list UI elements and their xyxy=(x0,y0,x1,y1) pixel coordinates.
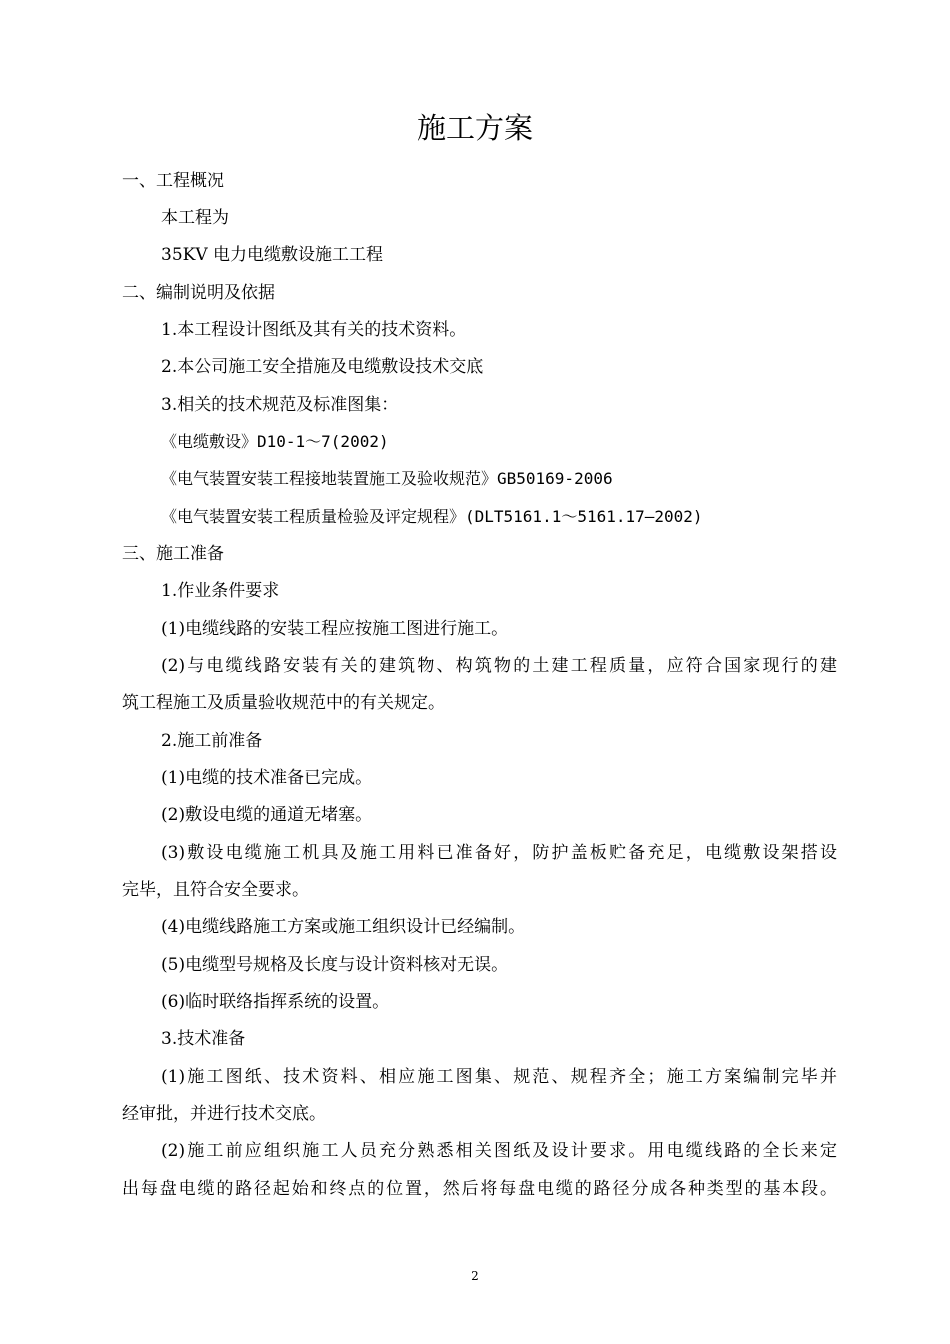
pre-construction-para-2: (2)敷设电缆的通道无堵塞。 xyxy=(161,805,373,825)
page-title: 施工方案 xyxy=(416,111,533,145)
pre-construction-para-3-line-1: (3)敷设电缆施工机具及施工用料已准备好，防护盖板贮备充足，电缆敷设架搭设 xyxy=(161,843,837,863)
pre-construction-para-4: (4)电缆线路施工方案或施工组织设计已经编制。 xyxy=(161,917,526,937)
basis-item-1: 1.本工程设计图纸及其有关的技术资料。 xyxy=(161,320,467,340)
standard-ref-3: 《电气装置安装工程质量检验及评定规程》(DLT5161.1～5161.17—2002) xyxy=(161,507,703,526)
page-number: 2 xyxy=(471,1269,479,1283)
subsection-title-conditions: 1.作业条件要求 xyxy=(161,581,280,601)
technical-para-1-line-1: (1)施工图纸、技术资料、相应施工图集、规范、规程齐全；施工方案编制完毕并 xyxy=(161,1067,837,1087)
project-intro: 本工程为 xyxy=(161,208,229,228)
conditions-para-1: (1)电缆线路的安装工程应按施工图进行施工。 xyxy=(161,619,509,639)
subsection-title-pre-construction: 2.施工前准备 xyxy=(161,731,263,751)
section-heading-basis: 二、编制说明及依据 xyxy=(122,283,275,303)
conditions-para-2-line-1: (2)与电缆线路安装有关的建筑物、构筑物的土建工程质量，应符合国家现行的建 xyxy=(161,656,837,676)
basis-item-2: 2.本公司施工安全措施及电缆敷设技术交底 xyxy=(161,357,484,377)
section-heading-overview: 一、工程概况 xyxy=(122,171,224,191)
project-name: 35KV 电力电缆敷设施工工程 xyxy=(161,245,384,265)
conditions-para-2-line-2: 筑工程施工及质量验收规范中的有关规定。 xyxy=(122,693,445,713)
pre-construction-para-6: (6)临时联络指挥系统的设置。 xyxy=(161,992,390,1012)
pre-construction-para-1: (1)电缆的技术准备已完成。 xyxy=(161,768,373,788)
technical-para-2-line-1: (2)施工前应组织施工人员充分熟悉相关图纸及设计要求。用电缆线路的全长来定 xyxy=(161,1141,837,1161)
standard-ref-1: 《电缆敷设》D10-1～7(2002) xyxy=(161,432,389,451)
pre-construction-para-5: (5)电缆型号规格及长度与设计资料核对无误。 xyxy=(161,955,509,975)
section-heading-preparation: 三、施工准备 xyxy=(122,544,224,564)
technical-para-1-line-2: 经审批，并进行技术交底。 xyxy=(122,1104,326,1124)
basis-item-3: 3.相关的技术规范及标准图集： xyxy=(161,395,399,415)
technical-para-2-line-2: 出每盘电缆的路径起始和终点的位置，然后将每盘电缆的路径分成各种类型的基本段。 xyxy=(122,1179,837,1199)
subsection-title-technical: 3.技术准备 xyxy=(161,1029,246,1049)
standard-ref-2: 《电气装置安装工程接地装置施工及验收规范》GB50169-2006 xyxy=(161,469,613,488)
pre-construction-para-3-line-2: 完毕，且符合安全要求。 xyxy=(122,880,309,900)
